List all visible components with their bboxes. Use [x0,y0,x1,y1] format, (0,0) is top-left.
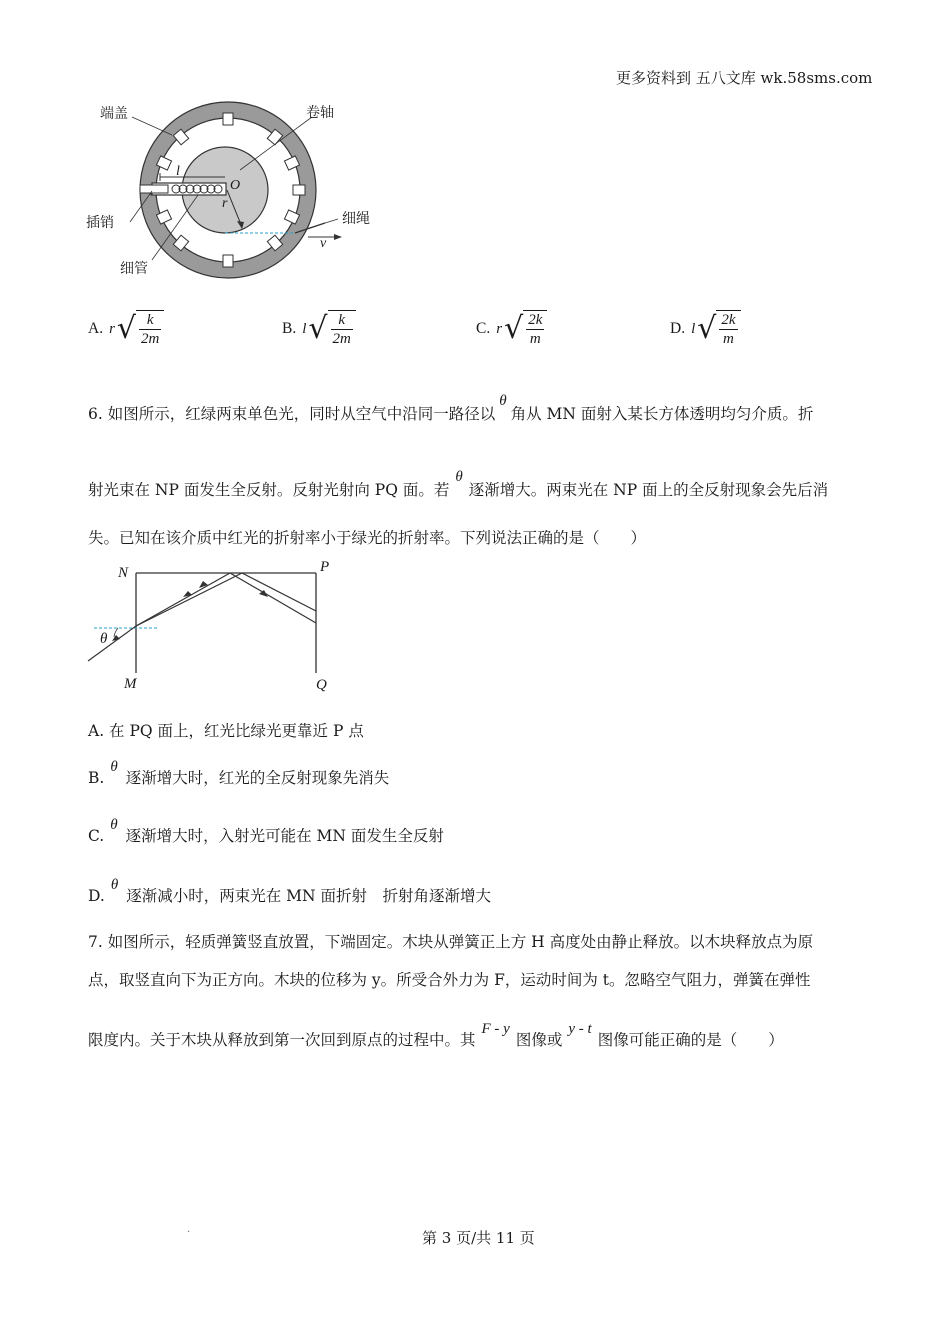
label-end-cap: 端盖 [100,106,128,122]
reflected-ray-1 [230,573,316,623]
label-l: l [176,164,180,179]
label-N: N [118,565,129,581]
q5-option-b: B. l √ $\frac{k}{2m}$ [282,310,356,348]
q5-option-c: C. r √ $\frac{2k}{m}$ [476,310,547,348]
footer-dot: . [187,1224,191,1235]
incident-ray [88,626,136,661]
label-P: P [320,559,330,575]
pin [140,185,168,193]
q6-line2: 射光束在 NP 面发生全反射。反射光射向 PQ 面。若θ逐渐增大。两束光在 NP 面上的全反射现象会先后消 [88,469,829,499]
label-reel: 卷轴 [306,105,334,121]
sqrt-sign: √ [504,311,524,346]
refracted-ray-1 [136,573,230,626]
label-rope: 细绳 [342,211,370,227]
q6-line1: 6. 如图所示，红绿两束单色光，同时从空气中沿同一路径以θ角从 MN 面射入某长方体透明均匀介质。折 [88,393,814,423]
sqrt-sign: √ [308,311,328,346]
sqrt-sign: √ [697,311,717,346]
sqrt-sign: √ [116,311,137,346]
q7-line2: 点，取竖直向下为正方向。木块的位移为 y。所受合外力为 F，运动时间为 t。忽略空气阻力，弹簧在弹性 [88,971,811,989]
q6-option-b: B.θ逐渐增大时，红光的全反射现象先消失 [88,759,390,787]
velocity-arrow [334,234,342,240]
prism-diagram [80,555,340,700]
page-number: 第 3 页/共 11 页 [422,1229,535,1247]
refracted-ray-2 [136,573,242,626]
q6-option-a: A. 在 PQ 面上，红光比绿光更靠近 P 点 [88,722,364,740]
label-theta: θ [100,631,108,647]
reflected-ray-2 [242,573,316,611]
label-v: v [320,236,327,251]
label-M: M [124,676,137,692]
q6-option-c: C.θ逐渐增大时，入射光可能在 MN 面发生全反射 [88,817,444,845]
label-r: r [222,196,228,211]
q5-option-a: A. r √ $\frac{k}{2m}$ [88,310,164,348]
reel-figure [80,95,400,285]
q6-option-d: D.θ逐渐减小时，两束光在 MN 面折射 折射角逐渐增大 [88,877,491,905]
label-pin: 插销 [86,215,114,231]
q5-option-d: D. l √ $\frac{2k}{m}$ [670,310,741,348]
label-tube: 细管 [120,261,148,277]
label-O: O [230,178,241,193]
q7-line1: 7. 如图所示，轻质弹簧竖直放置，下端固定。木块从弹簧正上方 H 高度处由静止释放。以木块释放点为原 [88,933,814,951]
label-Q: Q [316,677,327,693]
source-note: 更多资料到 五八文库 wk.58sms.com [616,69,873,87]
q7-line3: 限度内。关于木块从释放到第一次回到原点的过程中。其F - y图像或y - t图像可能正确的是（ ） [88,1021,784,1049]
q6-line3: 失。已知在该介质中红光的折射率小于绿光的折射率。下列说法正确的是（ ） [88,529,647,547]
